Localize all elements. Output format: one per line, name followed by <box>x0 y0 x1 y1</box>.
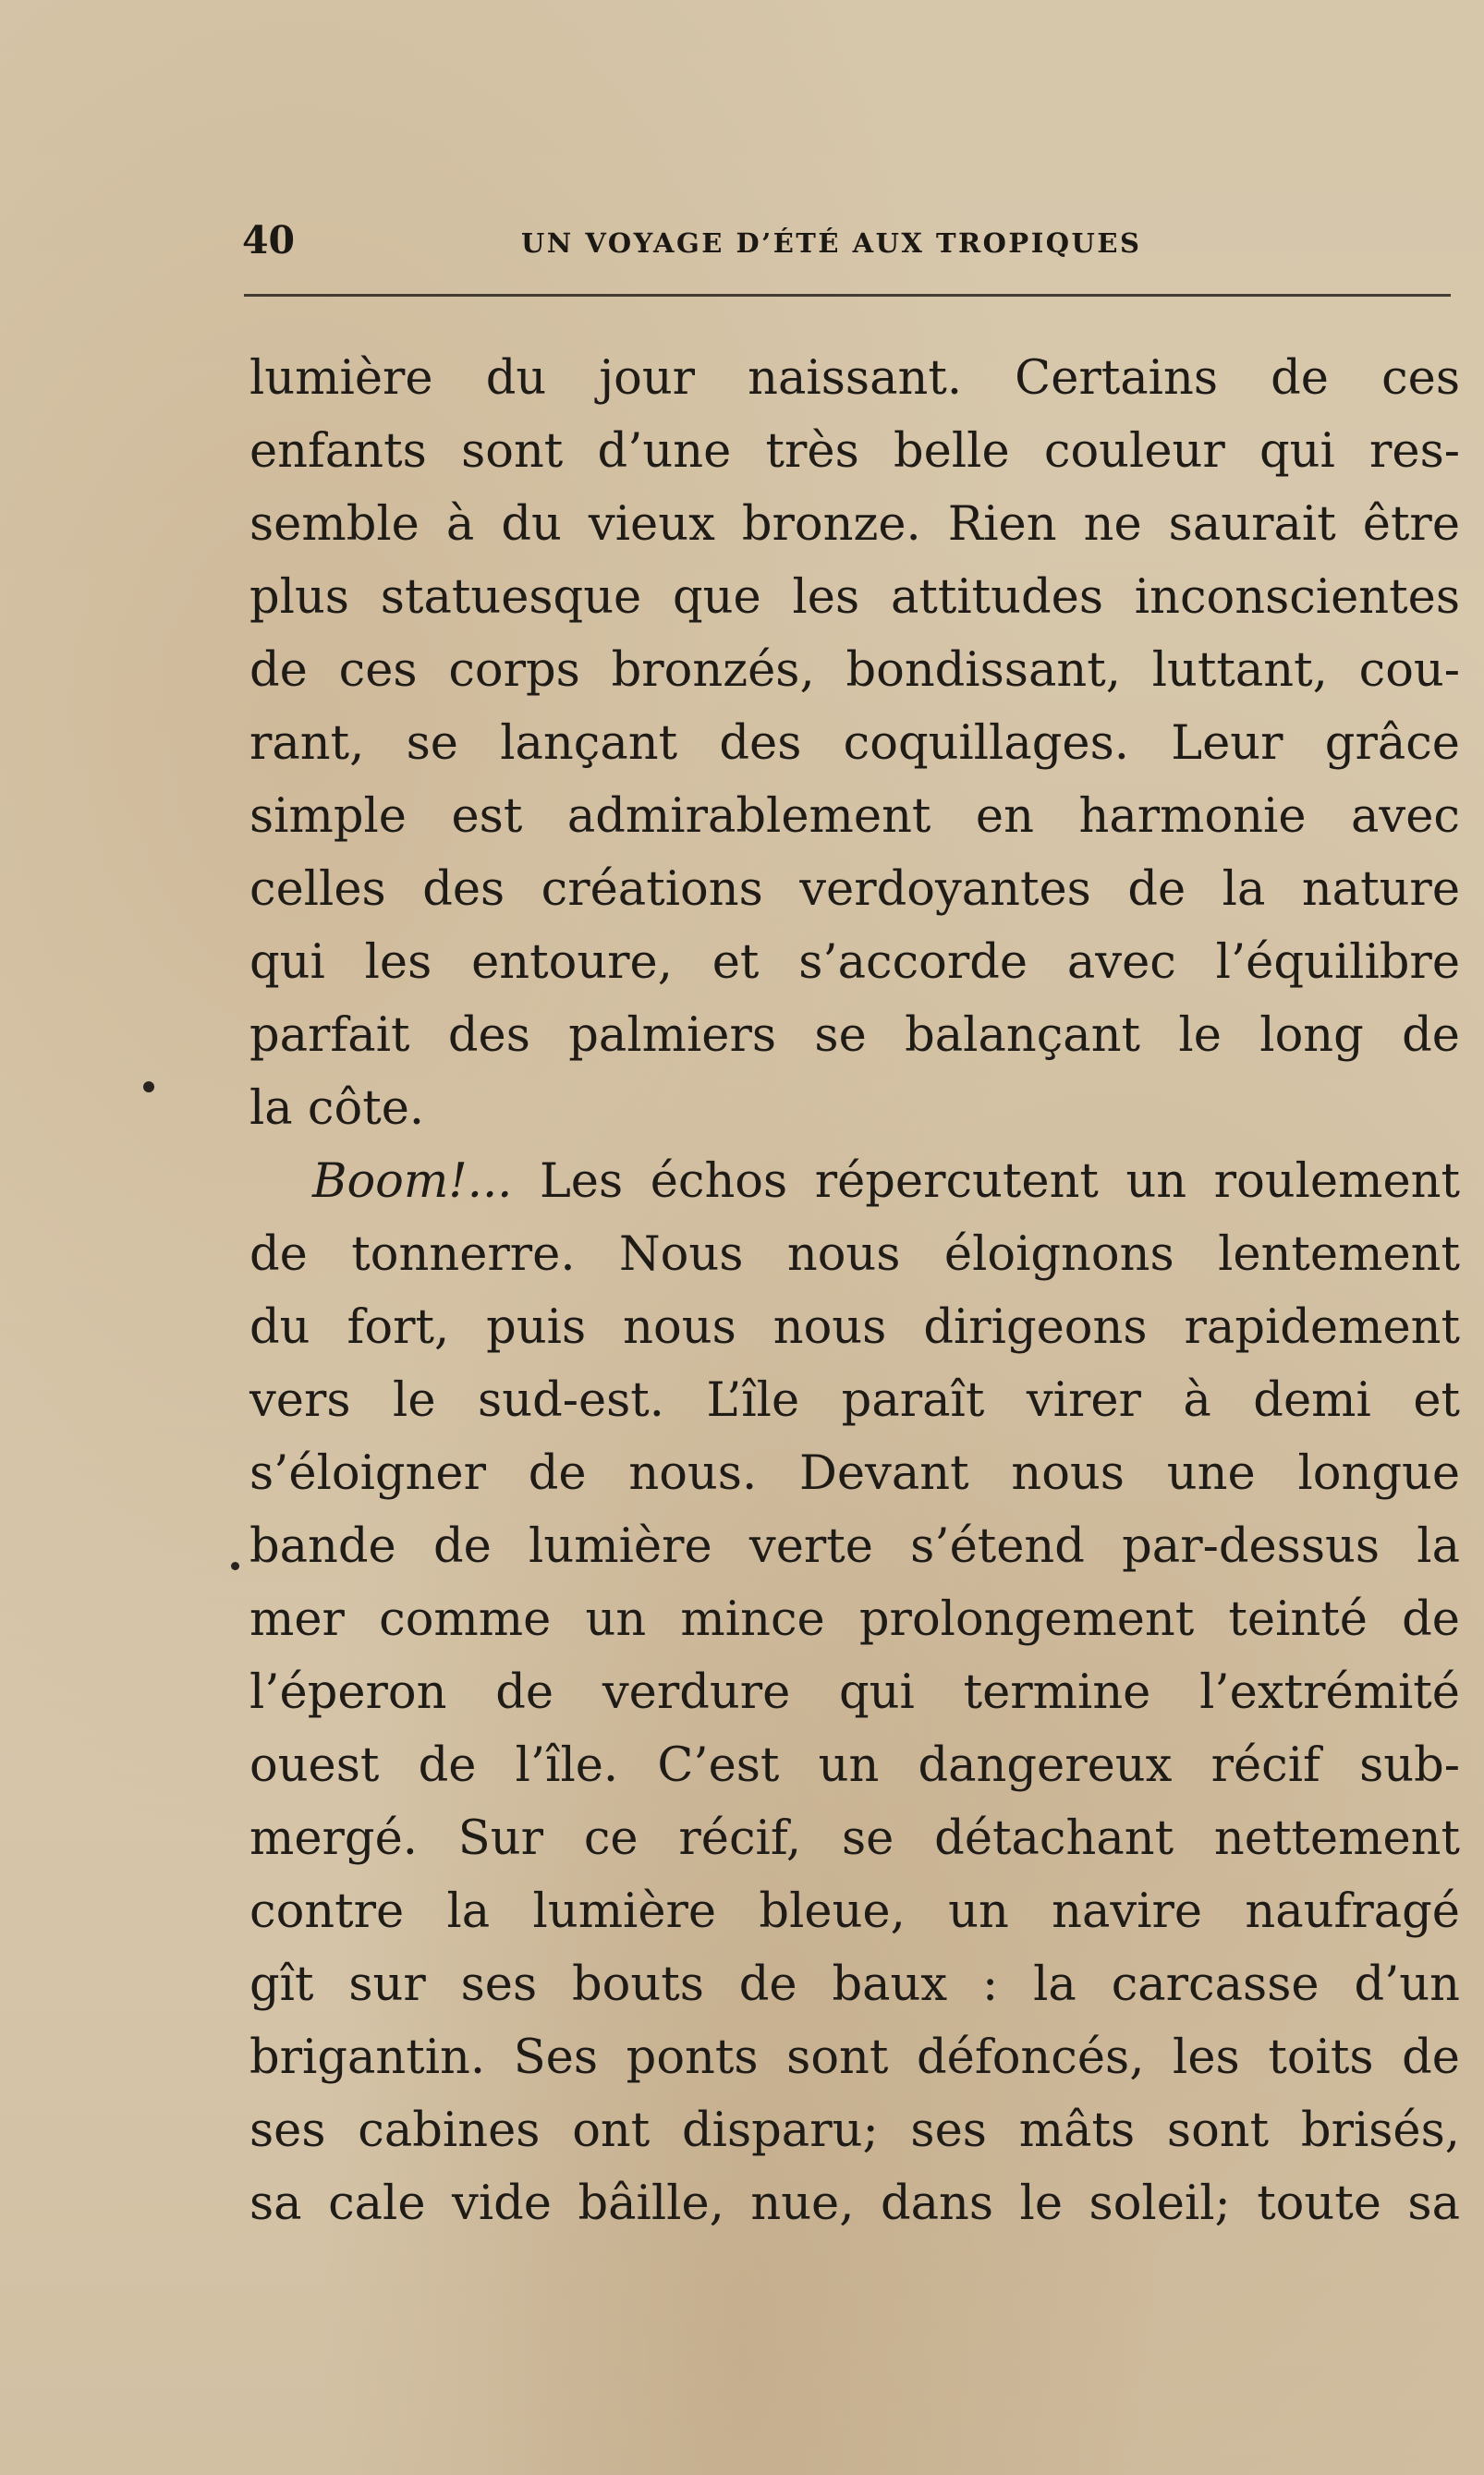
text-line: de tonnerre. Nous nous éloignons lentement <box>249 1227 1460 1282</box>
page-number: 40 <box>242 218 296 262</box>
ink-speck <box>231 1562 239 1570</box>
text-line: celles des créations verdoyantes de la nature <box>249 862 1460 917</box>
text-line: gît sur ses bouts de baux : la carcasse d’un <box>249 1957 1460 2012</box>
text-line: s’éloigner de nous. Devant nous une longue <box>249 1446 1460 1501</box>
text-line: de ces corps bronzés, bondissant, luttant, cou- <box>249 643 1460 698</box>
text-line: Les échos répercutent un roulement <box>539 1154 1460 1209</box>
running-title: UN VOYAGE D’ÉTÉ AUX TROPIQUES <box>521 227 1142 259</box>
text-line: mer comme un mince prolongement teinté de <box>249 1592 1460 1647</box>
text-line: ouest de l’île. C’est un dangereux récif sub- <box>249 1738 1460 1793</box>
text-line: ses cabines ont disparu; ses mâts sont brisés, <box>249 2103 1460 2158</box>
text-line: l’éperon de verdure qui termine l’extrémité <box>249 1665 1460 1720</box>
running-head <box>242 214 1453 270</box>
text-line: parfait des palmiers se balançant le long de <box>249 1008 1460 1063</box>
header-rule <box>244 294 1451 297</box>
text-line: lumière du jour naissant. Certains de ces <box>249 351 1460 406</box>
text-line: enfants sont d’une très belle couleur qui res- <box>249 424 1460 479</box>
text-line: semble à du vieux bronze. Rien ne saurait être <box>249 497 1460 552</box>
text-line: qui les entoure, et s’accorde avec l’équilibre <box>249 935 1460 990</box>
paragraph-first-line <box>249 1145 1460 1218</box>
text-line: brigantin. Ses ponts sont défoncés, les toits de <box>249 2030 1460 2085</box>
text-line: du fort, puis nous nous dirigeons rapidement <box>249 1300 1460 1355</box>
text-line: rant, se lançant des coquillages. Leur grâce <box>249 716 1460 771</box>
text-line: sa cale vide bâille, nue, dans le soleil; toute sa <box>249 2176 1460 2231</box>
text-line: simple est admirablement en harmonie avec <box>249 789 1460 844</box>
text-line: vers le sud-est. L’île paraît virer à demi et <box>249 1373 1460 1428</box>
text-line: mergé. Sur ce récif, se détachant nettement <box>249 1811 1460 1866</box>
body-text <box>249 342 1460 2240</box>
text-line: contre la lumière bleue, un navire naufragé <box>249 1884 1460 1939</box>
text-line: plus statuesque que les attitudes inconscientes <box>249 570 1460 625</box>
text-line: bande de lumière verte s’étend par-dessus la <box>249 1519 1460 1574</box>
italic-lead: Boom!... <box>312 1154 513 1209</box>
ink-speck <box>143 1081 154 1092</box>
text-line: la côte. <box>249 1081 425 1136</box>
